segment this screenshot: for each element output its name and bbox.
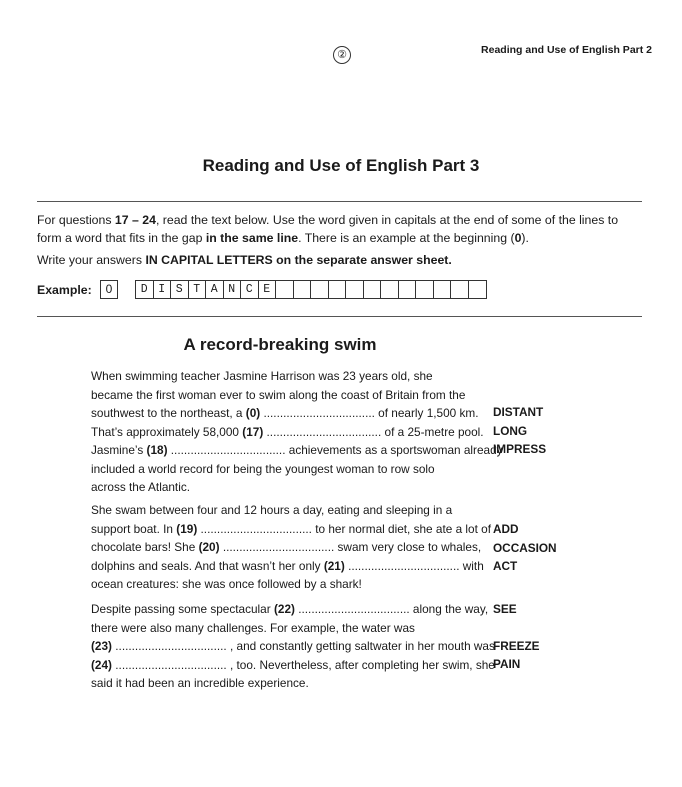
example-letter-cell: E: [259, 281, 277, 298]
keyword-distant: DISTANT: [493, 405, 544, 419]
example-letter-cell: [434, 281, 452, 298]
keyword-impress: IMPRESS: [493, 442, 547, 456]
text-line: included a world record for being the youngest woman to row solo: [91, 461, 435, 476]
divider-bottom: [37, 316, 642, 317]
page-title: Reading and Use of English Part 3: [202, 156, 480, 175]
instr-questions: 17 – 24: [114, 213, 156, 227]
keyword-occasion: OCCASION: [493, 541, 557, 555]
paragraph-1: [91, 367, 503, 497]
divider-top: [37, 201, 642, 202]
section-header: Reading and Use of English Part 2: [481, 44, 652, 56]
text-line: chocolate bars! She (20) .................................. swam very close to whales,: [91, 540, 482, 554]
example-letter-cell: C: [241, 281, 259, 298]
text-line: dolphins and seals. And that wasn’t her only (21) .................................. with: [91, 558, 484, 573]
keyword-act: ACT: [493, 559, 518, 573]
example-letter-cell: [416, 281, 434, 298]
example-letter-cell: N: [224, 281, 242, 298]
instr-text: Write your answers: [37, 253, 146, 267]
example-letter-cell: [311, 281, 329, 298]
text-line: Despite passing some spectacular (22) .................................. along the way,: [91, 602, 489, 616]
text-line: Jasmine’s (18) ................................... achievements as a sportswoman already: [91, 443, 503, 457]
keyword-pain: PAIN: [493, 657, 521, 671]
instructions: [37, 211, 642, 247]
text-line: there were also many challenges. For example, the water was: [91, 620, 415, 635]
example-letter-cell: [451, 281, 469, 298]
text-line: (24) .................................. , too. Nevertheless, after completing her swim, she: [91, 657, 495, 672]
example-letter-cell: [294, 281, 312, 298]
text-line: (23) .................................. , and constantly getting saltwater in her mouth was: [91, 639, 495, 653]
instr-text: , read the text below. Use the word given in capitals at the end of some of the lines to form a word that fits in the gap: [37, 213, 619, 245]
text-line: She swam between four and 12 hours a day, eating and sleeping in a: [91, 503, 453, 517]
example-letter-cell: [276, 281, 294, 298]
text-line: across the Atlantic.: [91, 480, 191, 494]
keyword-see: SEE: [493, 602, 517, 616]
example-number-box: 0: [100, 280, 118, 299]
instructions-answer: [37, 251, 642, 269]
example-label: Example:: [37, 283, 92, 297]
text-line: ocean creatures: she was once followed by a shark!: [91, 577, 362, 591]
instr-emphasis: IN CAPITAL LETTERS on the separate answer sheet.: [145, 253, 452, 267]
example-letter-cell: [469, 281, 487, 298]
story-title: A record-breaking swim: [183, 335, 377, 354]
page-number: ②: [333, 46, 351, 64]
example-letter-cell: [381, 281, 399, 298]
text-line: support boat. In (19) .................................. to her normal diet, she ate a lot of: [91, 521, 491, 536]
example-answer-boxes: [135, 280, 487, 299]
keyword-long: LONG: [493, 424, 528, 438]
text-line: That’s approximately 58,000 (17) ................................... of a 25-metre pool.: [91, 424, 484, 439]
example-letter-cell: I: [154, 281, 172, 298]
text-line: said it had been an incredible experience.: [91, 676, 309, 690]
example-letter-cell: [399, 281, 417, 298]
example-letter-cell: S: [171, 281, 189, 298]
example-letter-cell: [346, 281, 364, 298]
example-letter-cell: [329, 281, 347, 298]
example-letter-cell: D: [136, 281, 154, 298]
paragraph-3: [91, 600, 495, 693]
text-line: When swimming teacher Jasmine Harrison was 23 years old, she: [91, 369, 433, 383]
paragraph-2: [91, 501, 491, 594]
example-letter-cell: T: [189, 281, 207, 298]
keyword-add: ADD: [493, 522, 519, 536]
keyword-freeze: FREEZE: [493, 639, 540, 653]
example-letter-cell: [364, 281, 382, 298]
instr-text: For questions: [37, 213, 115, 227]
example-letter-cell: A: [206, 281, 224, 298]
text-line: southwest to the northeast, a (0) .................................. of nearly 1,500 km.: [91, 406, 479, 420]
instr-text: ).: [521, 231, 529, 245]
instr-zero: 0: [514, 231, 522, 245]
instr-text: . There is an example at the beginning (: [298, 231, 515, 245]
text-line: became the first woman ever to swim along the coast of Britain from the: [91, 387, 466, 402]
instr-emphasis: in the same line: [205, 231, 299, 245]
